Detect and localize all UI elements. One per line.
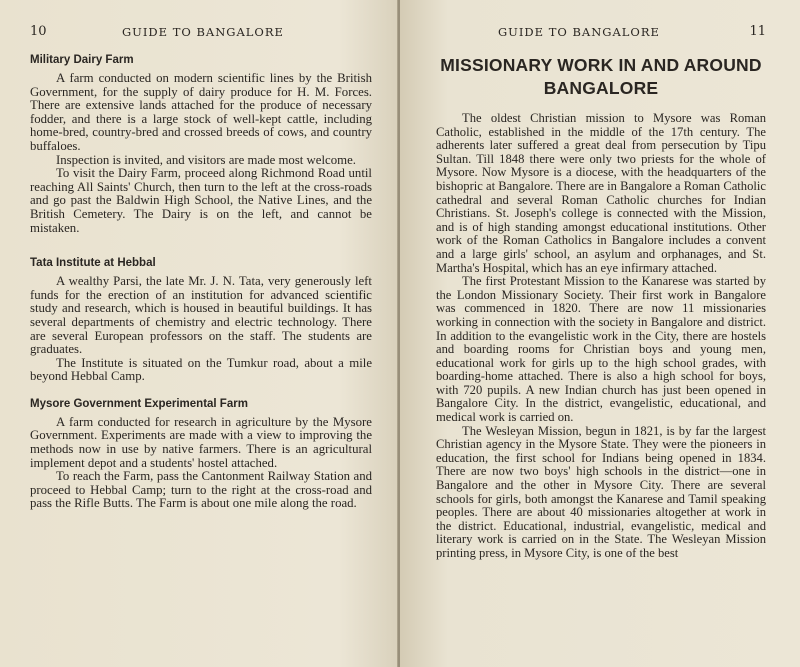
left-running-head-text: GUIDE TO BANGALORE — [122, 25, 284, 39]
left-running-head — [30, 24, 372, 44]
right-page-number: 11 — [749, 24, 766, 39]
paragraph: Inspection is invited, and visitors are made most welcome. — [56, 152, 356, 167]
right-running-head-text: GUIDE TO BANGALORE — [498, 25, 660, 39]
paragraph: To visit the Dairy Farm, proceed along Richmond Road until reaching All Saints' Church, then turn to the left at the cross-roads and go past the Baldwin High School, the Native Lines, and the British Cemetery. The Dairy is on the left, and cannot be mistaken. — [30, 166, 372, 235]
paragraph: A farm conducted for research in agriculture by the Mysore Government. Experiments are made with a view to improving the methods now in use by native farmers. There is an agricultural implement depot and a students' hostel attached. — [30, 414, 372, 470]
right-page — [400, 0, 800, 667]
paragraph: To reach the Farm, pass the Cantonment Railway Station and proceed to Hebbal Camp; turn to the right at the cross-road and pass the Rifle Butts. The Farm is about one mile along the road. — [30, 469, 372, 511]
section-heading: Tata Institute at Hebbal — [30, 257, 156, 270]
left-page-number: 10 — [30, 24, 47, 39]
section-military-dairy-farm — [30, 54, 372, 235]
chapter-title: MISSIONARY WORK IN AND AROUND BANGALORE — [440, 55, 762, 98]
paragraph: The Wesleyan Mission, begun in 1821, is by far the largest Christian agency in the Mysore State. They were the pioneers in education, the first school for Indians being opened in 1834. There are now two boys' high schools in the district—one in Bangalore and the other in Mysore City. There are several schools for girls, both amongst the Kanarese and Tamil speaking peoples. There are about 40 missionaries altogether at work in the district. Educational, industrial, evangelistic, medical and literary work is carried on in the State. The Wesleyan Mission printing press, in Mysore City, is one of the best — [436, 423, 766, 560]
paragraph: A wealthy Parsi, the late Mr. J. N. Tata, very generously left funds for the erection of an institution for advanced scientific study and research, which is housed in beautiful buildings. It has several departments of chemistry and electric technology. There are several European professors on the staff. The students are graduates. — [30, 274, 372, 357]
paragraph: The Institute is situated on the Tumkur road, about a mile beyond Hebbal Camp. — [30, 355, 372, 384]
paragraph: The oldest Christian mission to Mysore was Roman Catholic, established in the middle of the 17th century. The adherents later suffered a great deal from persecution by Tipu Sultan. Till 1848 there were only two priests for the whole of Mysore. Now Mysore is a diocese, with the headquarters of the bishopric at Bangalore. There are in Bangalore a Roman Catholic cathedral and several Roman Catholic churches for Indian Christians. St. Joseph's college is connected with the Mission, and is of high standing amongst educational institutions. Other work of the Roman Catholics in Bangalore includes a convent and a large girls' school, an asylum and orphanages, and St. Martha's Hospital, which has an eye infirmary attached. — [436, 111, 766, 275]
paragraph: The first Protestant Mission to the Kanarese was started by the London Missionary Society. Their first work in Bangalore was commenced in 1820. There are now 11 missionaries working in connection with the society in Bangalore and district. In addition to the evangelistic work in the City, there are hostels and boarding rooms for Christian boys and young men, educational work for girls up to the high school grades, with boarding-home attached. There is also a high school for boys, with 720 pupils. A new Indian church has just been opened in Bangalore City. In the district, evangelistic, educational, and medical work is carried on. — [436, 274, 766, 425]
section-heading: Mysore Government Experimental Farm — [30, 397, 248, 410]
spacer — [30, 384, 372, 398]
right-running-head — [436, 24, 766, 44]
section-experimental-farm — [30, 398, 372, 511]
spacer — [30, 235, 372, 257]
section-tata-institute — [30, 257, 372, 384]
section-heading: Military Dairy Farm — [30, 54, 134, 66]
left-page — [0, 0, 398, 667]
paragraph: A farm conducted on modern scientific lines by the British Government, for the supply of dairy produce for H. M. Forces. There are extensive lands attached for the produce of necessary fodder, and there is a large stock of well-kept cattle, including home-bred, country-bred and crossed breeds of cows, and country buffaloes. — [30, 71, 372, 153]
